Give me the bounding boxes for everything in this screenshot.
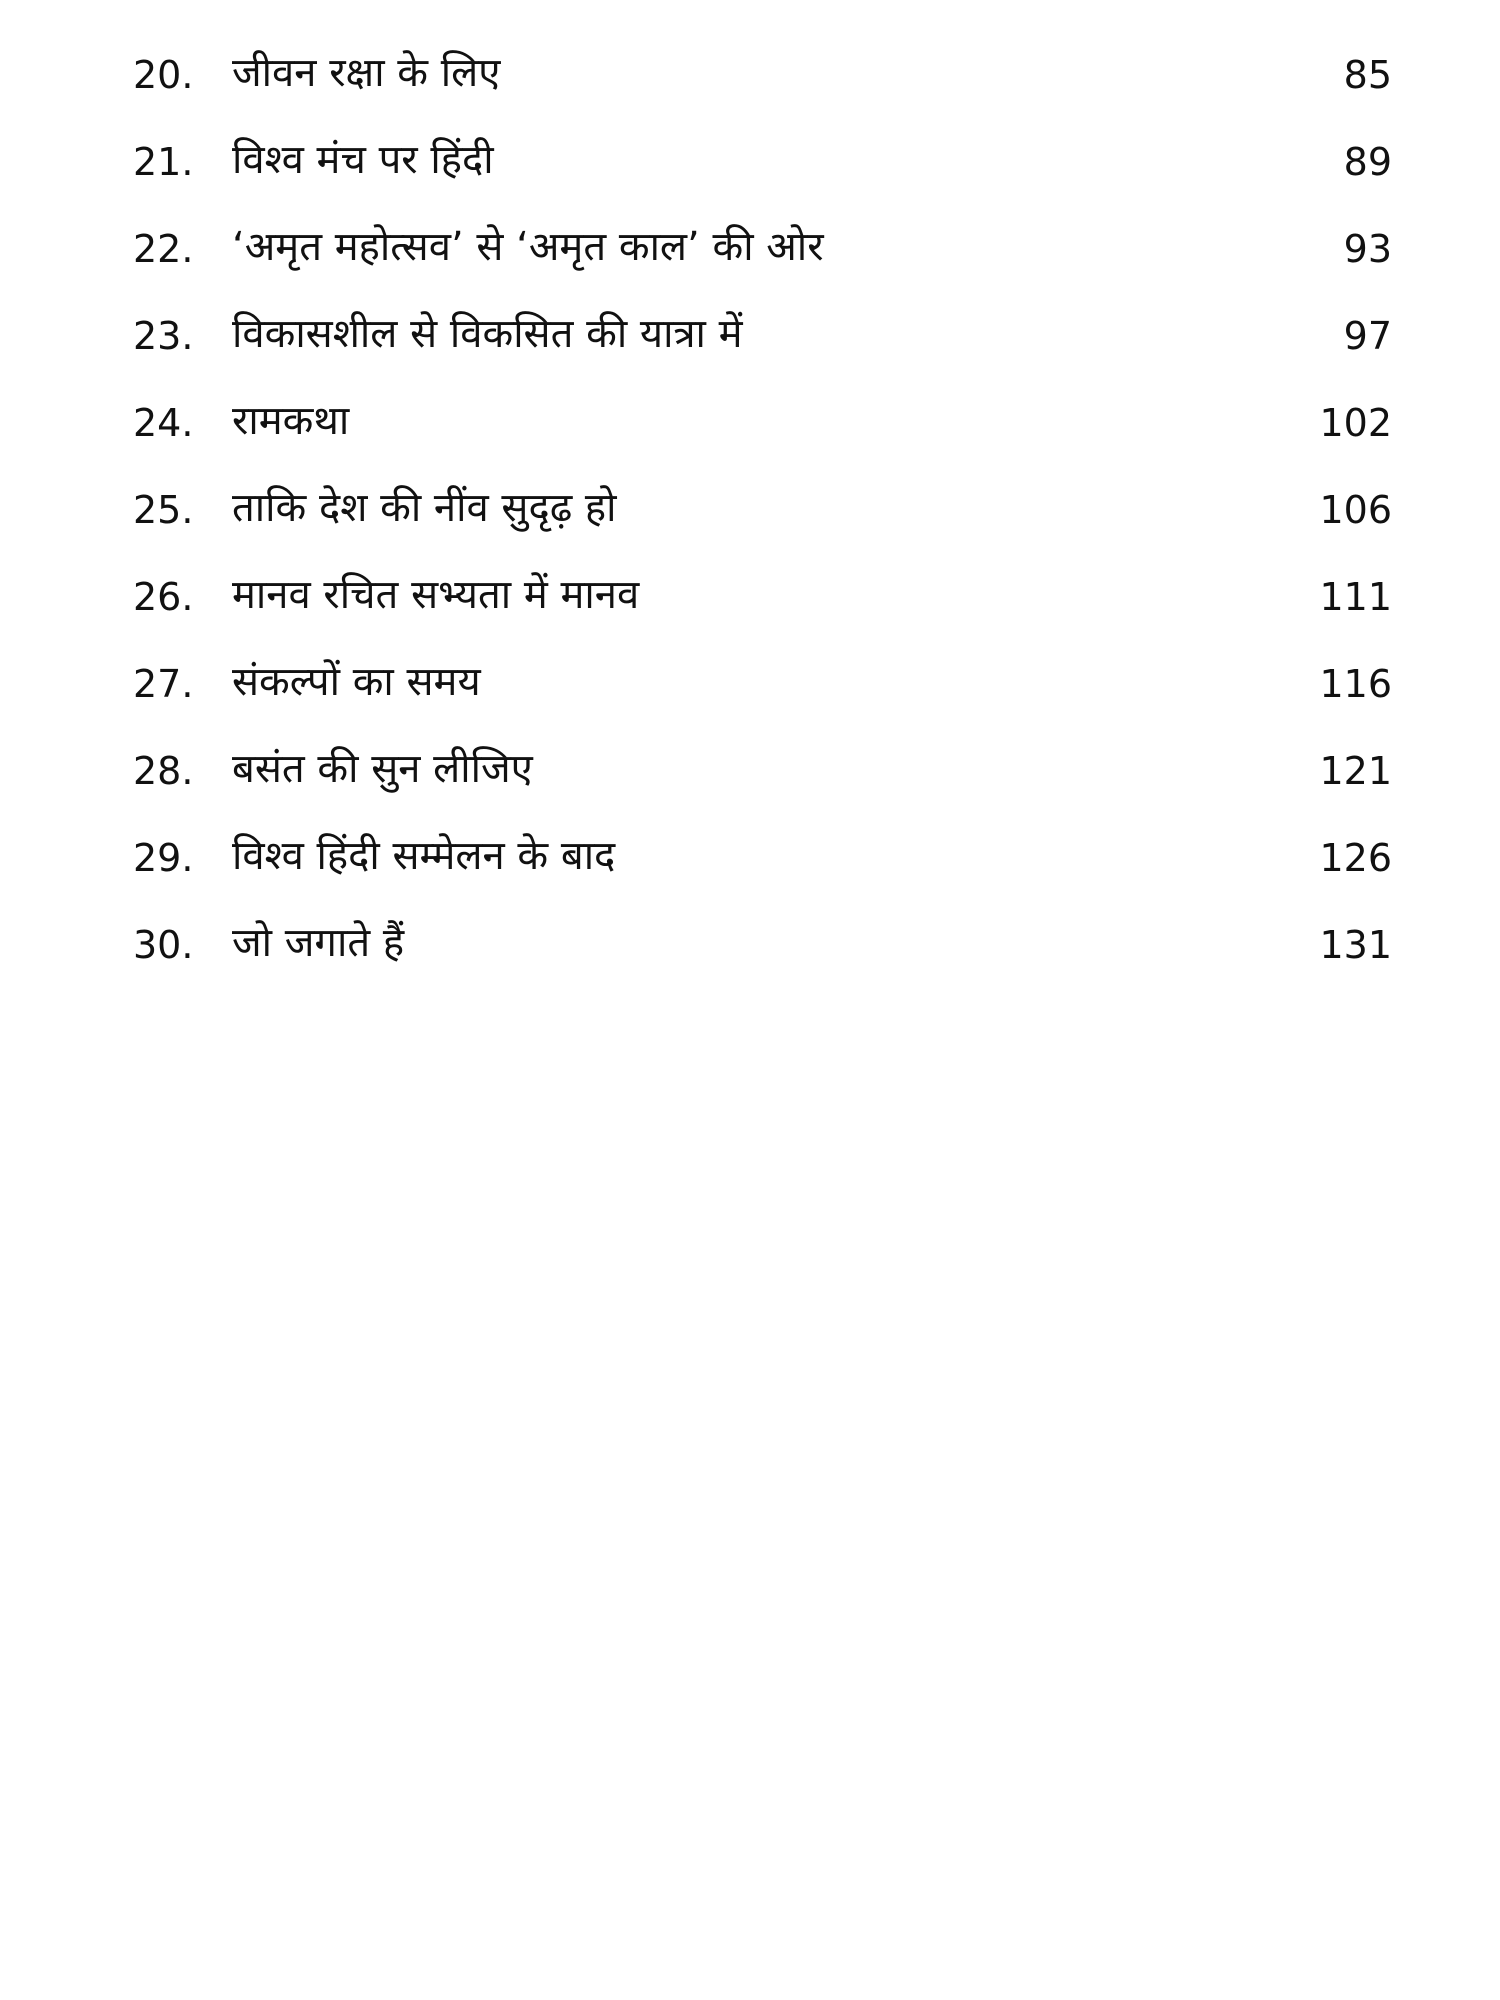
toc-entry-number: 27. — [133, 662, 194, 706]
toc-entry-number: 23. — [133, 314, 194, 358]
toc-entry-title: बसंत की सुन लीजिए — [232, 746, 533, 792]
toc-entry-title: रामकथा — [232, 398, 350, 444]
toc-entry-page: 131 — [1319, 923, 1392, 967]
toc-entry-number: 24. — [133, 401, 194, 445]
toc-entry-title: जो जगाते हैं — [232, 920, 405, 966]
toc-entry-number: 22. — [133, 227, 194, 271]
toc-entry-title: विकासशील से विकसित की यात्रा में — [232, 311, 743, 357]
toc-entry-page: 111 — [1319, 575, 1392, 619]
toc-entry-number: 20. — [133, 53, 194, 97]
toc-entry — [0, 821, 1500, 908]
toc-entry — [0, 560, 1500, 647]
toc-entry-page: 97 — [1343, 314, 1392, 358]
toc-entry-title: ताकि देश की नींव सुदृढ़ हो — [232, 485, 617, 531]
toc-entry — [0, 908, 1500, 995]
toc-entry — [0, 734, 1500, 821]
toc-entry-number: 30. — [133, 923, 194, 967]
toc-entry-page: 93 — [1343, 227, 1392, 271]
toc-list — [0, 38, 1500, 995]
toc-entry-title: संकल्पों का समय — [232, 659, 481, 705]
toc-entry-number: 25. — [133, 488, 194, 532]
toc-entry — [0, 38, 1500, 125]
toc-entry — [0, 212, 1500, 299]
toc-entry-number: 28. — [133, 749, 194, 793]
toc-entry-page: 106 — [1319, 488, 1392, 532]
toc-entry — [0, 647, 1500, 734]
toc-entry-number: 21. — [133, 140, 194, 184]
toc-entry-number: 26. — [133, 575, 194, 619]
toc-entry — [0, 473, 1500, 560]
toc-entry — [0, 125, 1500, 212]
toc-entry — [0, 386, 1500, 473]
toc-entry-title: ‘अमृत महोत्सव’ से ‘अमृत काल’ की ओर — [232, 224, 824, 270]
toc-entry-page: 89 — [1343, 140, 1392, 184]
toc-entry-page: 85 — [1343, 53, 1392, 97]
toc-entry — [0, 299, 1500, 386]
toc-entry-title: विश्व मंच पर हिंदी — [232, 137, 494, 183]
toc-entry-title: विश्व हिंदी सम्मेलन के बाद — [232, 833, 616, 879]
toc-entry-page: 116 — [1319, 662, 1392, 706]
toc-entry-title: मानव रचित सभ्यता में मानव — [232, 572, 640, 618]
toc-entry-page: 102 — [1319, 401, 1392, 445]
toc-entry-page: 121 — [1319, 749, 1392, 793]
toc-entry-page: 126 — [1319, 836, 1392, 880]
toc-entry-number: 29. — [133, 836, 194, 880]
toc-entry-title: जीवन रक्षा के लिए — [232, 50, 501, 96]
